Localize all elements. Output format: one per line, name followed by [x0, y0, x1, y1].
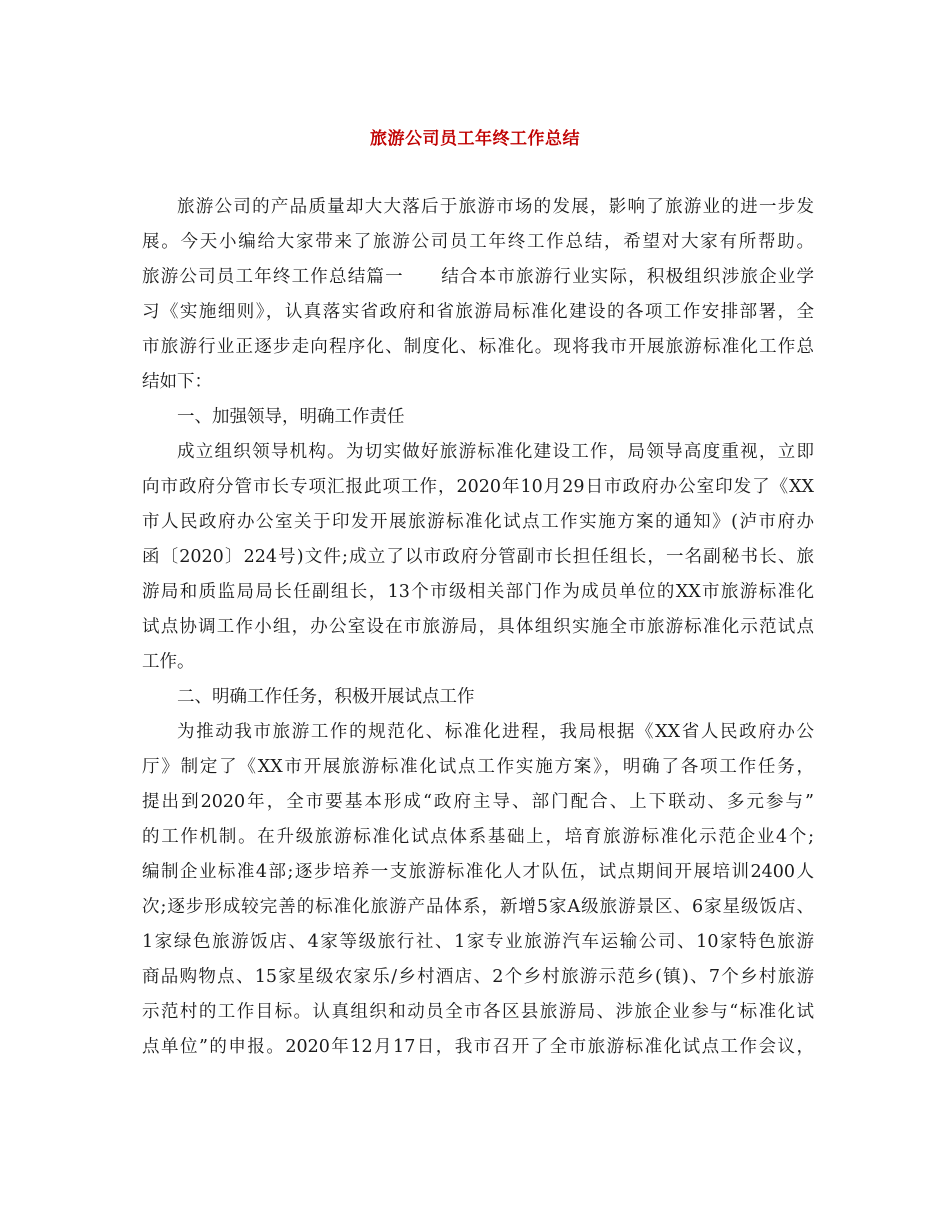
paragraph-line: 旅游公司员工年终工作总结篇一 结合本市旅游行业实际，积极组织涉旅企业学 [142, 267, 814, 287]
paragraph-line: 点单位”的申报。2020年12月17日，我市召开了全市旅游标准化试点工作会议， [142, 1037, 814, 1057]
paragraph-line: 游局和质监局局长任副组长，13个市级相关部门作为成员单位的XX市旅游标准化 [142, 582, 814, 602]
paragraph-line: 编制企业标准4部;逐步培养一支旅游标准化人才队伍，试点期间开展培训2400人 [142, 862, 814, 882]
paragraph-line: 工作。 [142, 652, 195, 672]
paragraph-line: 向市政府分管市长专项汇报此项工作，2020年10月29日市政府办公室印发了《XX [142, 477, 814, 497]
paragraph-line: 试点协调工作小组，办公室设在市旅游局，具体组织实施全市旅游标准化示范试点 [142, 617, 814, 637]
paragraph-line: 厅》制定了《XX市开展旅游标准化试点工作实施方案》，明确了各项工作任务， [142, 757, 814, 777]
paragraph-line: 提出到2020年，全市要基本形成“政府主导、部门配合、上下联动、多元参与” [142, 792, 814, 812]
section-heading: 一、加强领导，明确工作责任 [177, 407, 405, 427]
paragraph-line: 示范村的工作目标。认真组织和动员全市各区县旅游局、涉旅企业参与“标准化试 [142, 1002, 814, 1022]
paragraph-line: 次;逐步形成较完善的标准化旅游产品体系，新增5家A级旅游景区、6家星级饭店、 [142, 897, 814, 917]
section-heading: 二、明确工作任务，积极开展试点工作 [177, 687, 475, 707]
paragraph-line: 市人民政府办公室关于印发开展旅游标准化试点工作实施方案的通知》(泸市府办 [142, 512, 814, 532]
paragraph-line: 为推动我市旅游工作的规范化、标准化进程，我局根据《XX省人民政府办公 [177, 722, 814, 742]
paragraph-line: 商品购物点、15家星级农家乐/乡村酒店、2个乡村旅游示范乡(镇)、7个乡村旅游 [142, 967, 814, 987]
paragraph-line: 的工作机制。在升级旅游标准化试点体系基础上，培育旅游标准化示范企业4个; [142, 827, 814, 847]
paragraph-line: 旅游公司的产品质量却大大落后于旅游市场的发展，影响了旅游业的进一步发 [177, 197, 814, 217]
paragraph-line: 函〔2020〕224号)文件;成立了以市政府分管副市长担任组长，一名副秘书长、旅 [142, 547, 814, 567]
paragraph-line: 习《实施细则》，认真落实省政府和省旅游局标准化建设的各项工作安排部署，全 [142, 302, 814, 322]
paragraph-line: 成立组织领导机构。为切实做好旅游标准化建设工作，局领导高度重视，立即 [177, 442, 814, 462]
paragraph-line: 展。今天小编给大家带来了旅游公司员工年终工作总结，希望对大家有所帮助。 [142, 232, 814, 252]
paragraph-line: 结如下： [142, 372, 212, 392]
paragraph-line: 市旅游行业正逐步走向程序化、制度化、标准化。现将我市开展旅游标准化工作总 [142, 337, 814, 357]
paragraph-line: 1家绿色旅游饭店、4家等级旅行社、1家专业旅游汽车运输公司、10家特色旅游 [142, 932, 814, 952]
document-title: 旅游公司员工年终工作总结 [370, 129, 580, 149]
